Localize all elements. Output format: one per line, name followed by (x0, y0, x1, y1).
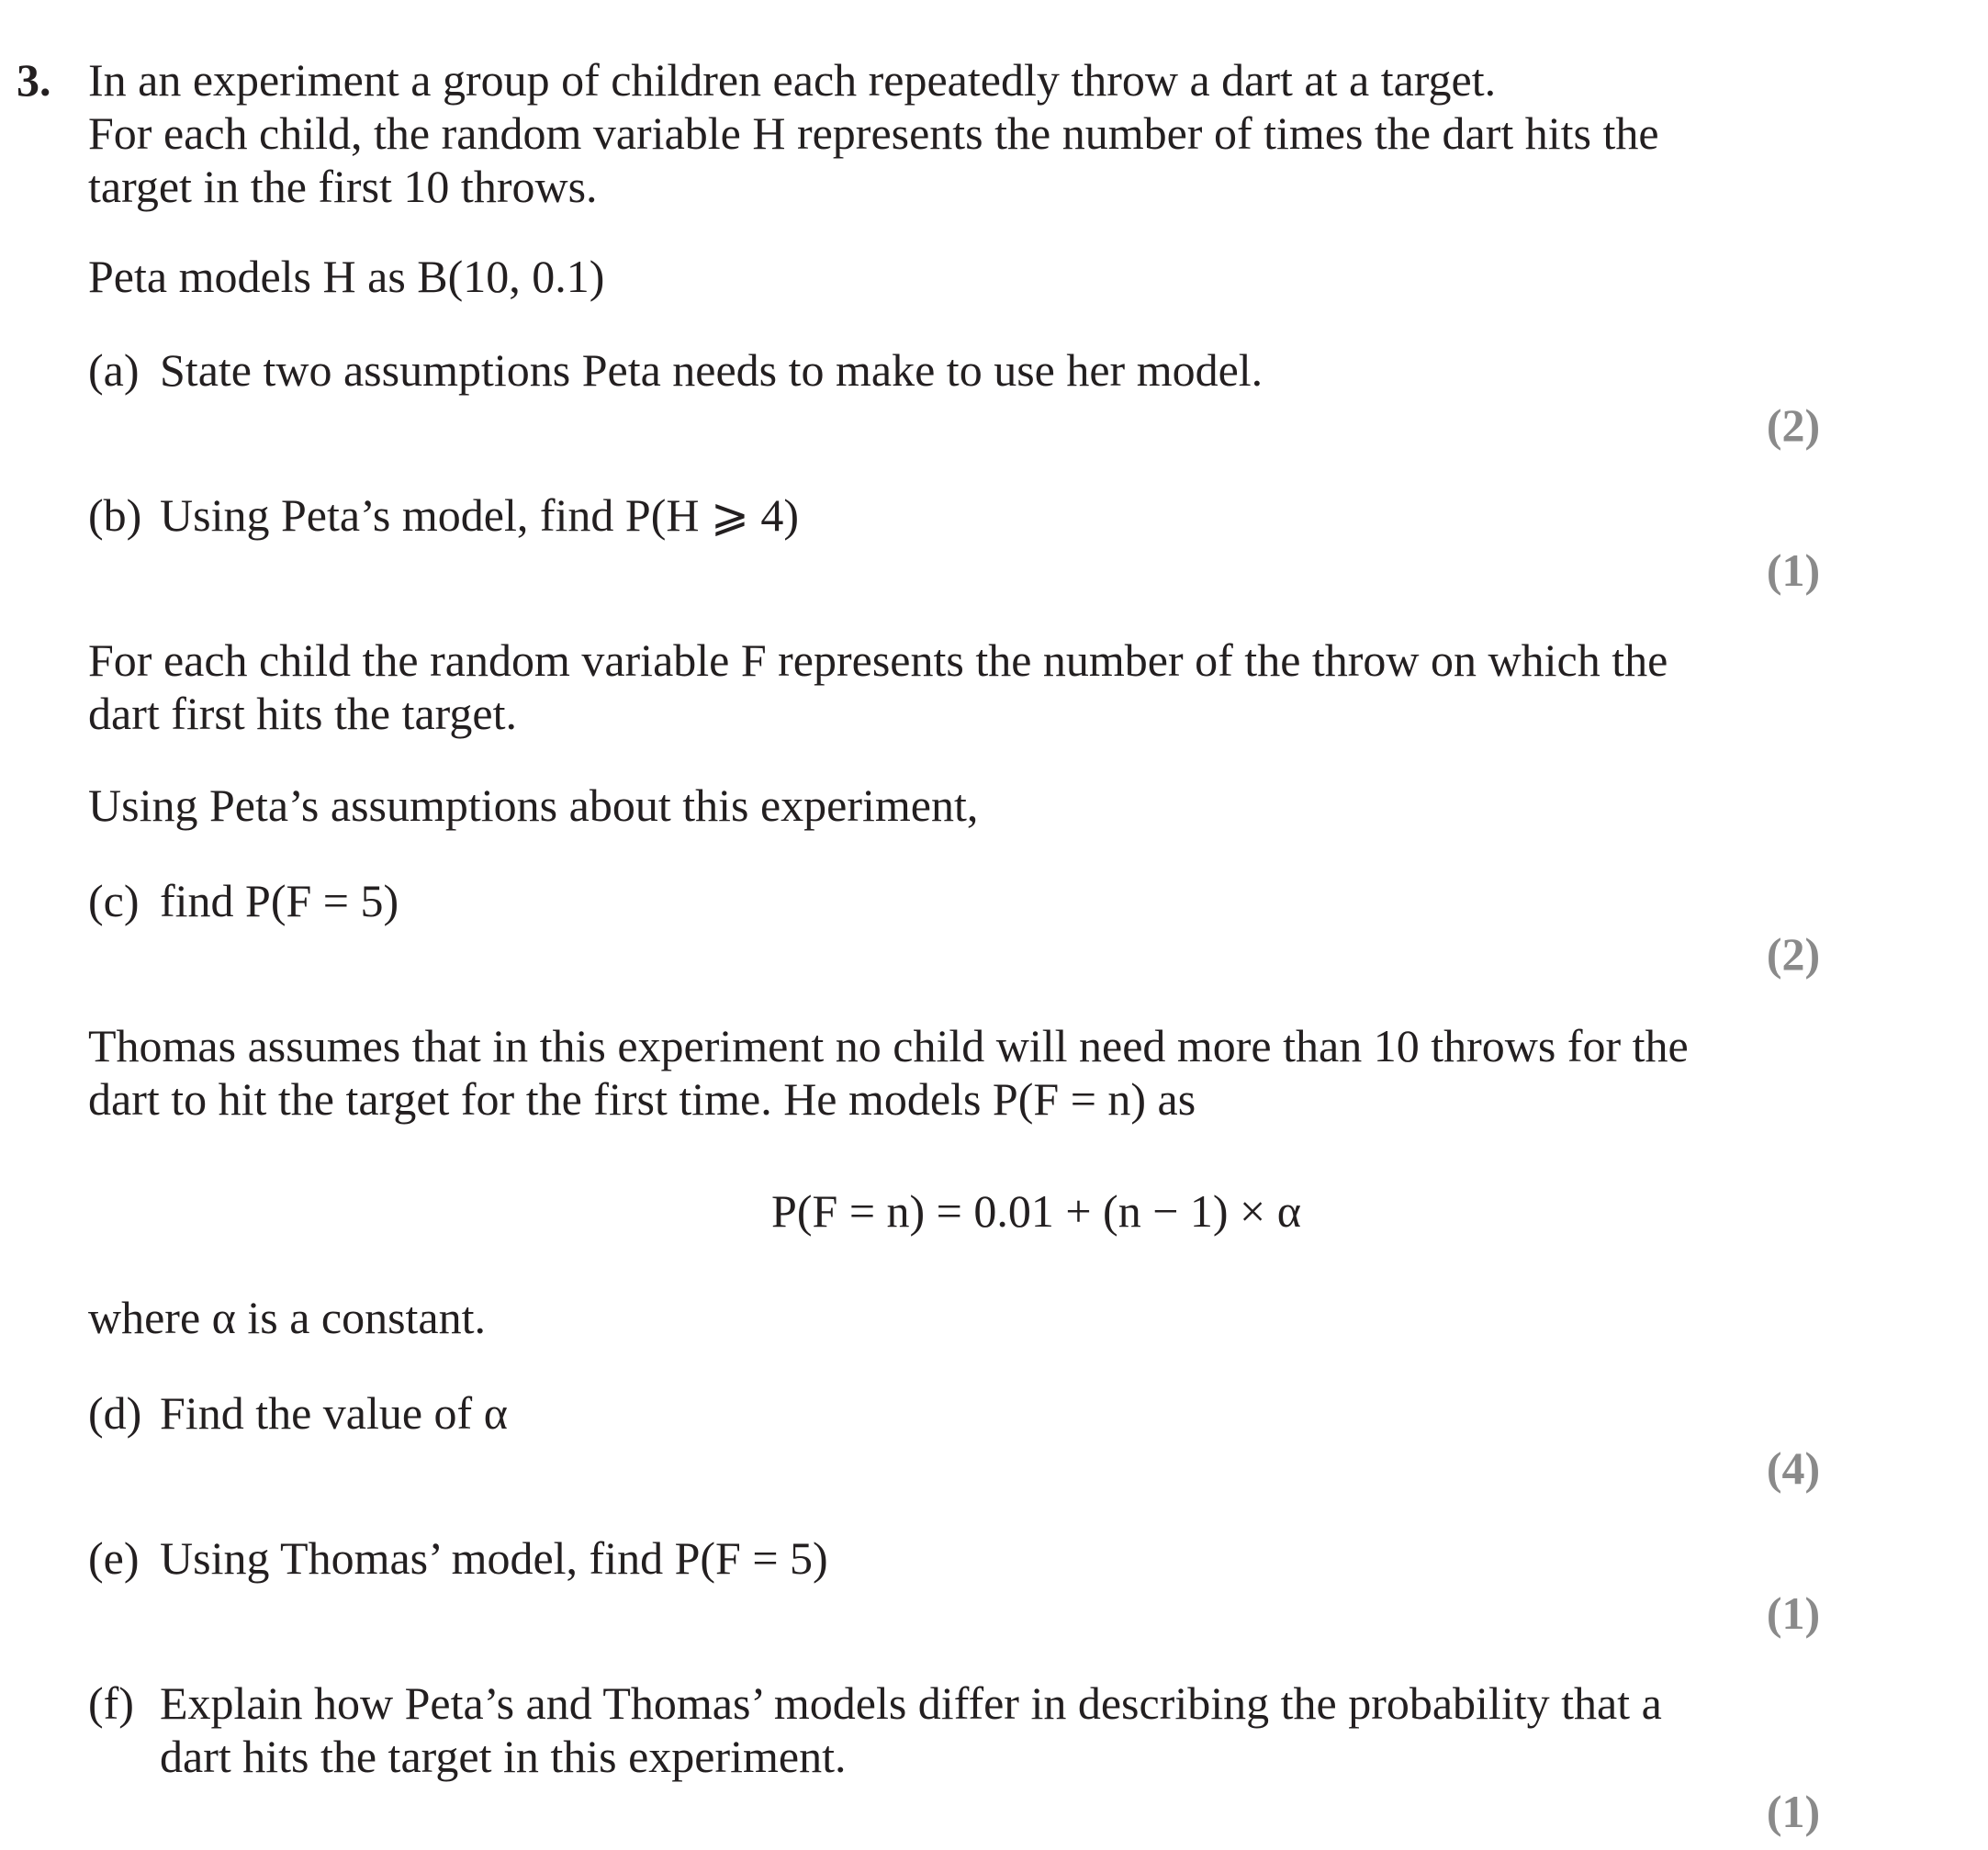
part-b (88, 488, 1741, 542)
part-f-line-1: Explain how Peta’s and Thomas’ models differ in describing the probability that a (160, 1677, 1662, 1729)
f-definition-line-2: dart first hits the target. (88, 688, 518, 739)
thomas-model-intro (88, 1019, 1741, 1126)
part-d-marks: (4) (1766, 1442, 1821, 1494)
alpha-constant-note: where α is a constant. (88, 1292, 487, 1343)
part-a-marks: (2) (1766, 399, 1821, 451)
part-f-text (160, 1676, 1741, 1783)
peta-assumptions-lead: Using Peta’s assumptions about this experiment, (88, 779, 979, 831)
part-b-marks: (1) (1766, 544, 1821, 596)
thomas-line-2: dart to hit the target for the first time. He models P(F = n) as (88, 1073, 1196, 1125)
question-intro (88, 53, 1741, 213)
f-definition (88, 633, 1741, 740)
part-e (88, 1531, 1741, 1585)
intro-line-1: In an experiment a group of children each repeatedly throw a dart at a target. (88, 54, 1497, 106)
part-d-text: Find the value of α (160, 1387, 508, 1439)
intro-line-2: For each child, the random variable H represents the number of times the dart hits the (88, 107, 1659, 159)
part-e-text: Using Thomas’ model, find P(F = 5) (160, 1532, 828, 1584)
part-a (88, 343, 1741, 397)
part-a-text: State two assumptions Peta needs to make to use her model. (160, 344, 1264, 396)
part-b-label: (b) (88, 489, 142, 541)
peta-model-statement: Peta models H as B(10, 0.1) (88, 251, 605, 302)
part-f (88, 1676, 1741, 1783)
thomas-formula: P(F = n) = 0.01 + (n − 1) × α (771, 1185, 1301, 1237)
part-b-text: Using Peta’s model, find P(H ⩾ 4) (160, 489, 800, 541)
part-c (88, 874, 1741, 927)
part-c-label: (c) (88, 875, 140, 926)
part-a-label: (a) (88, 344, 140, 396)
part-c-marks: (2) (1766, 928, 1821, 980)
f-definition-line-1: For each child the random variable F represents the number of the throw on which the (88, 634, 1668, 686)
part-e-label: (e) (88, 1532, 140, 1584)
part-f-line-2: dart hits the target in this experiment. (160, 1731, 847, 1782)
question-number: 3. (17, 54, 51, 106)
intro-line-3: target in the first 10 throws. (88, 161, 598, 212)
part-d-label: (d) (88, 1387, 142, 1439)
part-e-marks: (1) (1766, 1587, 1821, 1639)
part-c-text: find P(F = 5) (160, 875, 399, 926)
thomas-line-1: Thomas assumes that in this experiment no child will need more than 10 throws for the (88, 1020, 1689, 1071)
part-f-label: (f) (88, 1677, 134, 1729)
part-d (88, 1386, 1741, 1440)
part-f-marks: (1) (1766, 1786, 1821, 1837)
